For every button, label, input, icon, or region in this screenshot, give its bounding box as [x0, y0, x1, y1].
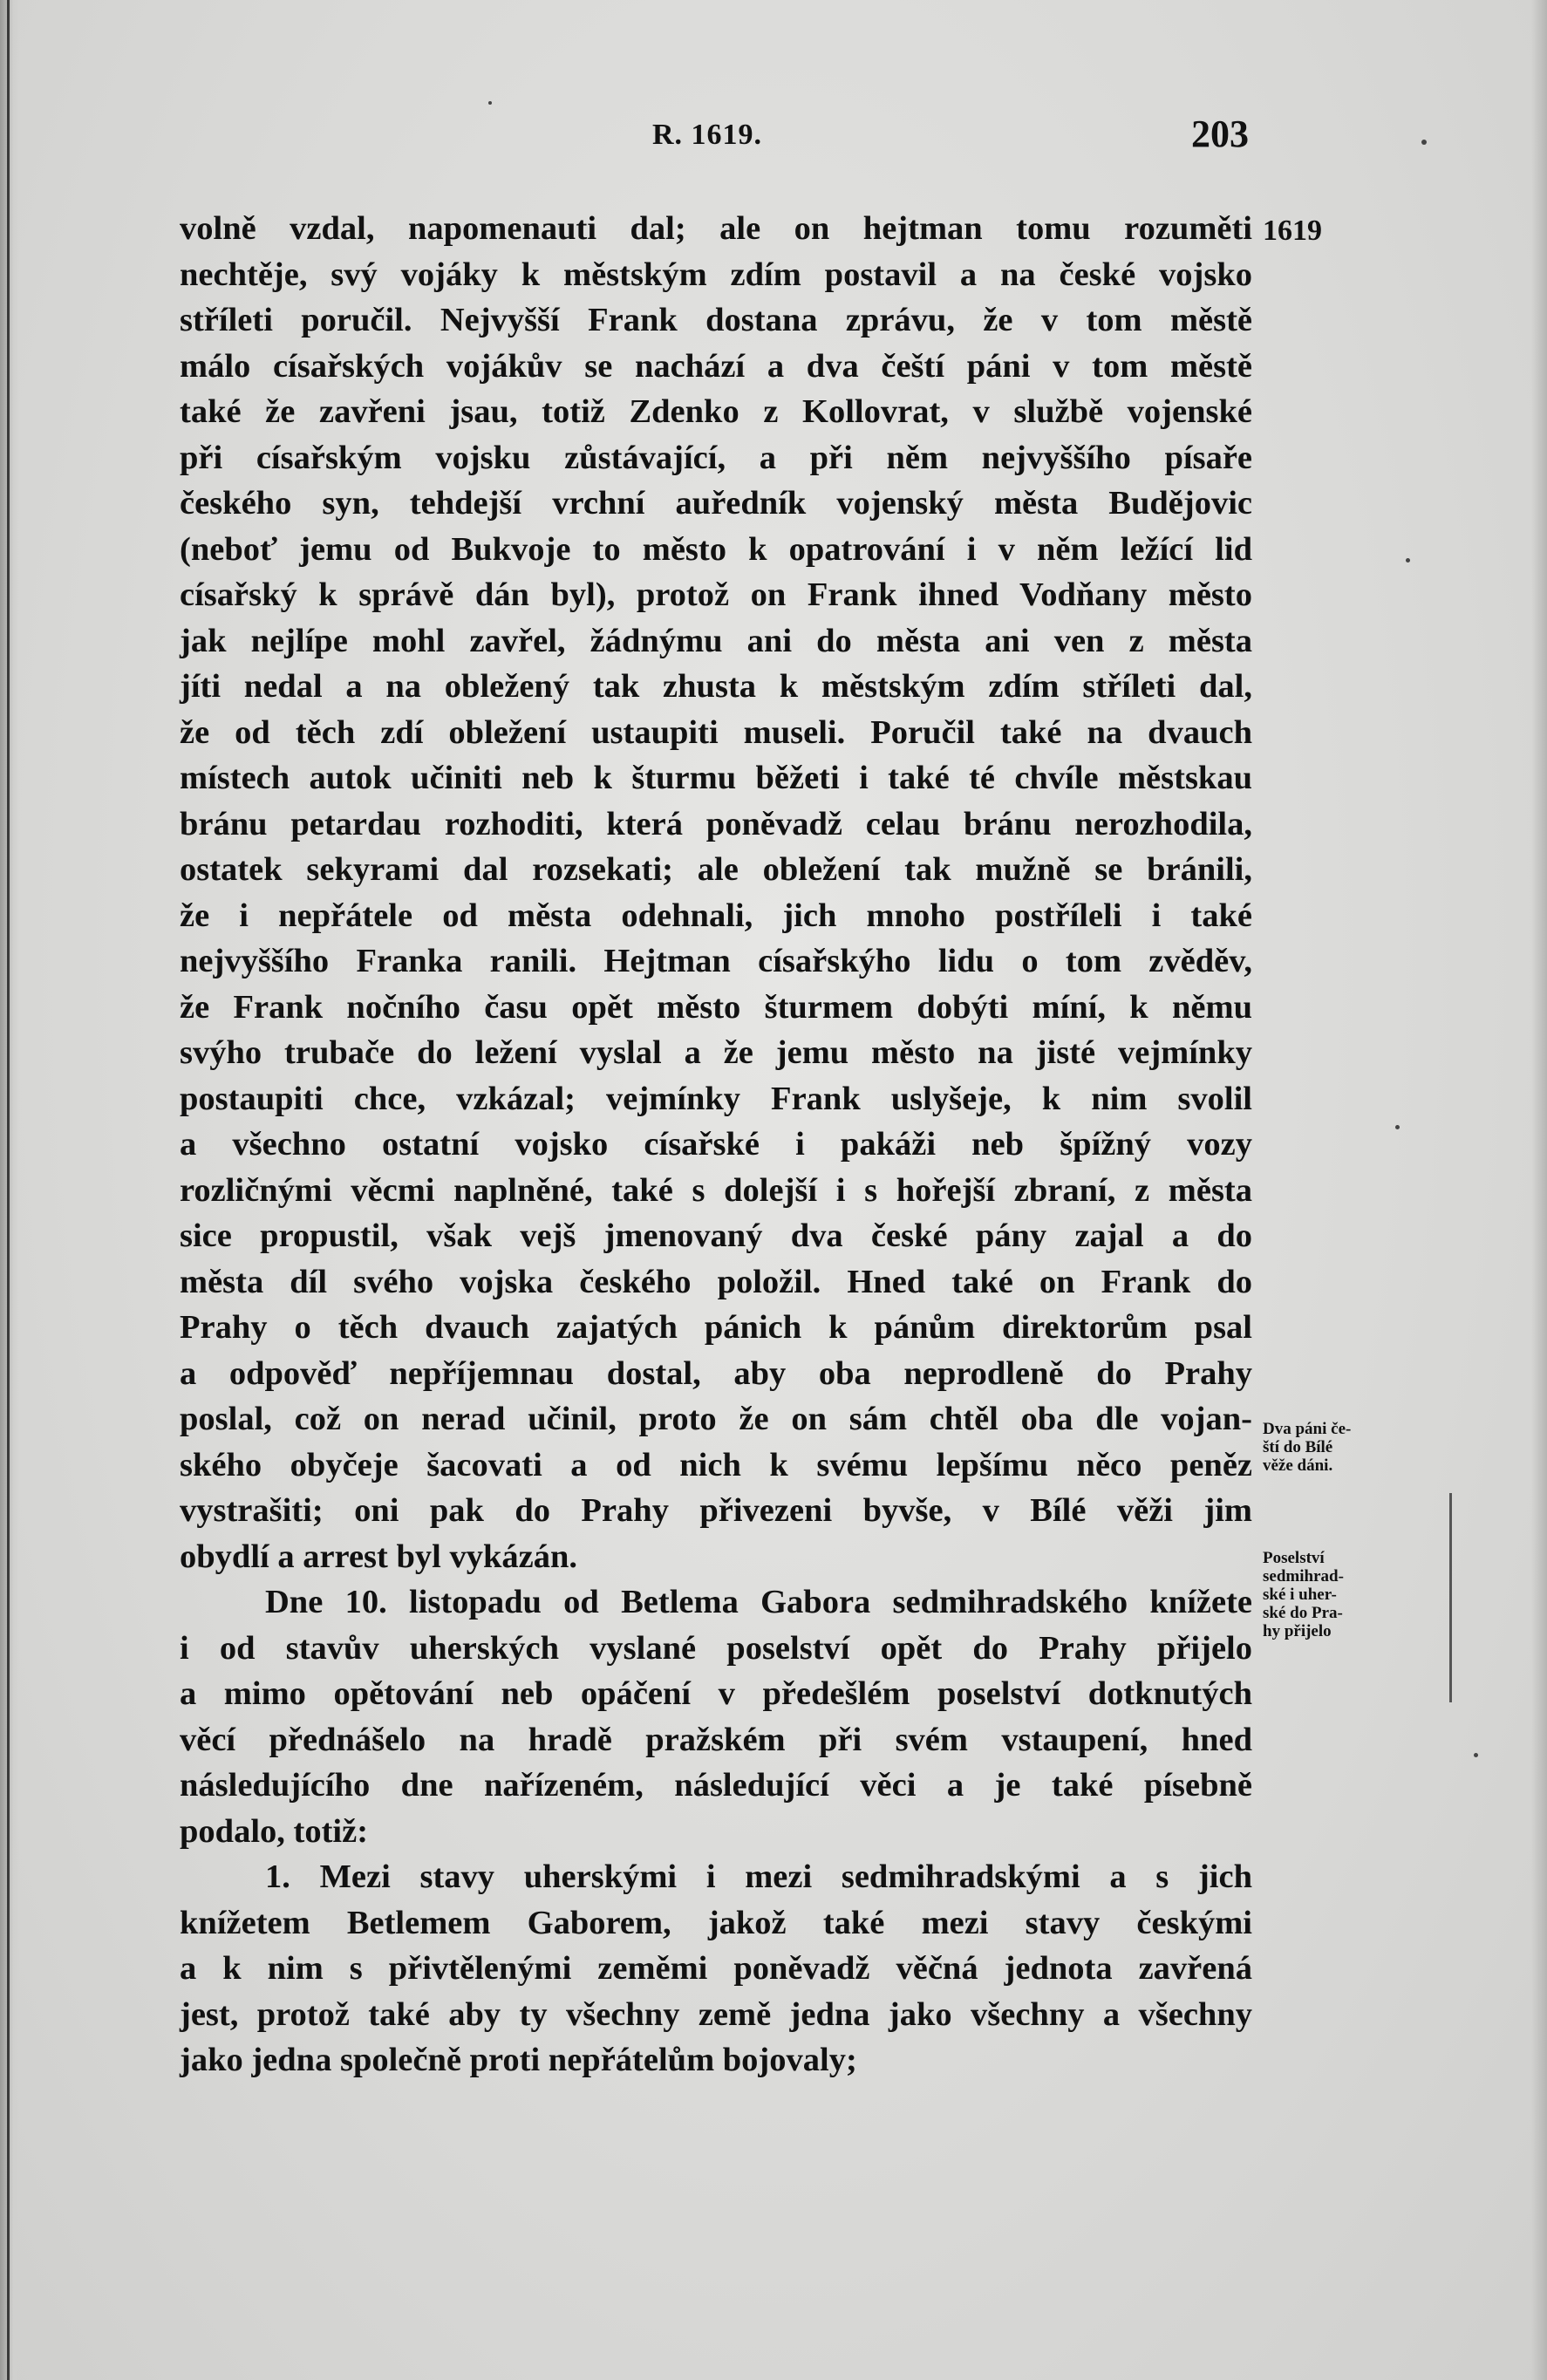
marginal-note-line: Dva páni če- [1263, 1420, 1352, 1438]
text-line: ostatek sekyrami dal rozsekati; ale obležení tak mužně se bránili, [180, 851, 1252, 888]
text-line: císařský k správě dán byl), protož on Frank ihned Vodňany město [180, 576, 1252, 613]
marginal-note-embassy [1263, 1549, 1344, 1640]
text-line: a k nim s přivtělenými zeměmi poněvadž věčná jednota zavřená [180, 1950, 1252, 1987]
text-line: stříleti poručil. Nejvyšší Frank dostana zprávu, že v tom městě [180, 302, 1252, 338]
print-speck [1421, 140, 1427, 145]
marginal-note-line: věže dáni. [1263, 1456, 1333, 1475]
text-line: místech autok učiniti neb k šturmu běžeti i také té chvíle městskau [180, 760, 1252, 796]
text-line: postaupiti chce, vzkázal; vejmínky Frank uslyšeje, k nim svolil [180, 1080, 1252, 1117]
text-line: ského obyčeje šacovati a od nich k svému lepšímu něco peněz [180, 1446, 1252, 1483]
text-line: bránu petardau rozhoditi, která poněvadž celau bránu nerozhodila, [180, 805, 1252, 842]
text-line: českého syn, tehdejší vrchní auředník vojenský města Budějovic [180, 485, 1252, 522]
margin-rule [1449, 1493, 1452, 1702]
text-line: málo císařských vojákův se nachází a dva čeští páni v tom městě [180, 347, 1252, 385]
text-line: nejvyššího Franka ranili. Hejtman císařskýho lidu o tom zvěděv, [180, 943, 1252, 979]
text-line: jako jedna společně proti nepřátelům bojovaly; [180, 2042, 857, 2078]
text-line: že Frank nočního času opět město šturmem dobýti míní, k němu [180, 988, 1252, 1026]
text-line: svýho trubače do ležení vyslal a že jemu město na jisté vejmínky [180, 1034, 1252, 1071]
text-line: že od těch zdí obležení ustaupiti museli. Poručil také na dvauch [180, 713, 1252, 751]
text-line: že i nepřátele od města odehnali, jich mnoho postříleli i také [180, 897, 1252, 934]
text-line: sice propustil, však vejš jmenovaný dva české pány zajal a do [180, 1217, 1252, 1254]
page-number: 203 [1191, 113, 1249, 155]
margin-year: 1619 [1263, 215, 1322, 247]
print-speck [1474, 1753, 1478, 1757]
text-line: věcí přednášelo na hradě pražském při svém vstaupení, hned [180, 1721, 1252, 1758]
marginal-note-prisoners [1263, 1420, 1351, 1475]
marginal-note-line: ští do Bílé [1263, 1438, 1333, 1456]
marginal-note-line: ské do Pra- [1263, 1604, 1343, 1622]
text-line: volně vzdal, napomenauti dal; ale on hejtman tomu rozuměti [180, 210, 1252, 247]
print-speck [1395, 1125, 1400, 1129]
text-line: Dne 10. listopadu od Betlema Gabora sedmihradského knížete [265, 1584, 1252, 1620]
marginal-note-line: ské i uher- [1263, 1586, 1337, 1604]
text-line: a odpověď nepříjemnau dostal, aby oba neprodleně do Prahy [180, 1354, 1252, 1392]
text-line: města díl svého vojska českého položil. Hned také on Frank do [180, 1263, 1252, 1300]
text-line: vystrašiti; oni pak do Prahy přivezeni byvše, v Bílé věži jim [180, 1492, 1252, 1529]
text-line: jíti nedal a na obležený tak zhusta k městským zdím stříleti dal, [180, 668, 1252, 705]
text-line: rozličnými věcmi naplněné, také s dolejší i s hořejší zbraní, z města [180, 1171, 1252, 1209]
page-edge-left [0, 0, 19, 2380]
text-line: jest, protož také aby ty všechny země jedna jako všechny a všechny [180, 1995, 1252, 2033]
text-line: i od stavův uherských vyslané poselství opět do Prahy přijelo [180, 1629, 1252, 1667]
text-line: následujícího dne nařízeném, následující věci a je také písebně [180, 1767, 1252, 1804]
marginal-note-line: hy přijelo [1263, 1622, 1332, 1640]
body-text [180, 206, 1252, 2083]
text-line: Prahy o těch dvauch zajatých pánich k pánům direktorům psal [180, 1309, 1252, 1346]
text-line: nechtěje, svý vojáky k městským zdím postavil a na české vojsko [180, 256, 1252, 293]
marginal-note-line: Poselství [1263, 1549, 1325, 1567]
binding-line [7, 0, 10, 2380]
text-line: jak nejlípe mohl zavřel, žádnýmu ani do města ani ven z města [180, 622, 1252, 659]
text-line: obydlí a arrest byl vykázán. [180, 1538, 577, 1575]
text-line: a mimo opětování neb opáčení v předešlém poselství dotknutých [180, 1675, 1252, 1712]
text-line: (neboť jemu od Bukvoje to město k opatrování i v něm ležící lid [180, 530, 1252, 568]
text-line: poslal, což on nerad učinil, proto že on sám chtěl oba dle vojan- [180, 1401, 1252, 1437]
text-line: také že zavřeni jsau, totiž Zdenko z Kollovrat, v službě vojenské [180, 393, 1252, 430]
print-speck [1406, 558, 1410, 563]
print-speck [488, 101, 492, 105]
text-line: podalo, totiž: [180, 1812, 369, 1850]
text-line: knížetem Betlemem Gaborem, jakož také mezi stavy českými [180, 1904, 1252, 1941]
text-line: 1. Mezi stavy uherskými i mezi sedmihradskými a s jich [265, 1858, 1252, 1895]
running-head-year: R. 1619. [652, 119, 763, 151]
text-line: při císařským vojsku zůstávající, a při něm nejvyššího písaře [180, 439, 1252, 476]
marginal-note-line: sedmihrad- [1263, 1567, 1344, 1586]
page-edge-right [1531, 0, 1547, 2380]
text-line: a všechno ostatní vojsko císařské i pakáži neb špížný vozy [180, 1126, 1252, 1163]
